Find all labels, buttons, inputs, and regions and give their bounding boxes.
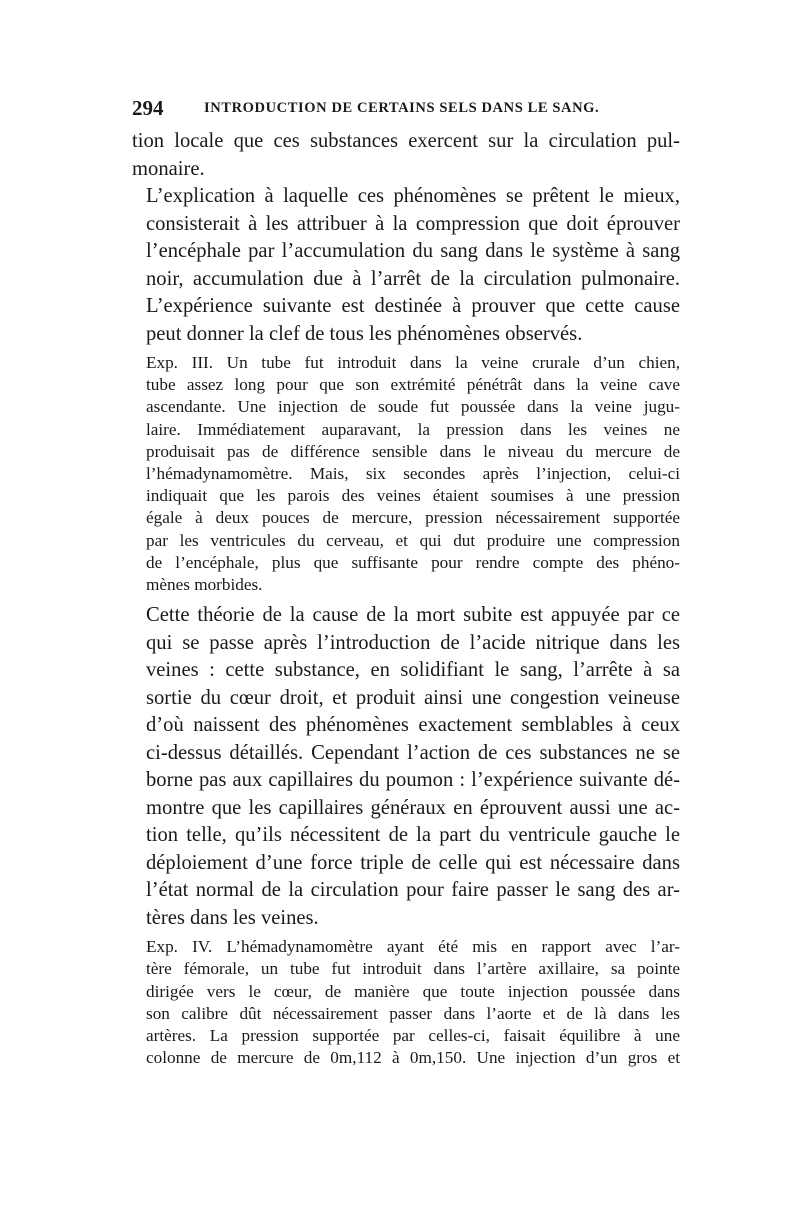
text-line: produisait pas de différence sensible dans le niveau du mercure de: [146, 441, 680, 461]
running-head: INTRODUCTION DE CERTAINS SELS DANS LE SANG.: [204, 100, 600, 116]
text-line: égale à deux pouces de mercure, pression nécessairement supportée: [146, 508, 680, 528]
page-number: 294: [132, 96, 164, 120]
text-line: par les ventricules du cerveau, et qui dut produire une compression: [146, 530, 680, 550]
text-line: L’expérience suivante est destinée à prouver que cette cause: [146, 295, 680, 317]
text-line: Exp. IV. L’hémadynamomètre ayant été mis en rapport avec l’ar-: [146, 937, 680, 957]
text-line: montre que les capillaires généraux en éprouvent aussi une ac-: [146, 796, 680, 819]
text-line: qui se passe après l’introduction de l’acide nitrique dans les: [146, 631, 680, 654]
text-line: peut donner la clef de tous les phénomènes observés.: [146, 322, 583, 345]
text-line: tères dans les veines.: [146, 906, 319, 929]
text-line: tion locale que ces substances exercent sur la circulation pul-: [132, 130, 680, 152]
text-line: artères. La pression supportée par celles-ci, faisait équilibre à une: [146, 1026, 680, 1046]
experiment-4: [132, 936, 680, 1069]
paragraph-explanation: [132, 183, 680, 348]
text-line: tube assez long pour que son extrémité pénétrât dans la veine cave: [146, 375, 680, 395]
paragraph-theory: [132, 602, 680, 932]
text-line: noir, accumulation due à l’arrêt de la circulation pulmonaire.: [146, 267, 680, 290]
text-line: l’hémadynamomètre. Mais, six secondes après l’injection, celui-ci: [146, 464, 680, 484]
text-line: l’encéphale par l’accumulation du sang dans le système à sang: [146, 240, 680, 262]
text-line: laire. Immédiatement auparavant, la pression dans les veines ne: [146, 419, 680, 439]
text-line: consisterait à les attribuer à la compression que doit éprouver: [146, 212, 680, 235]
text-line: déploiement d’une force triple de celle qui est nécessaire dans: [146, 851, 680, 874]
text-line: son calibre dût nécessairement passer dans l’aorte et de là dans les: [146, 1003, 680, 1023]
text-line: veines : cette substance, en solidifiant le sang, l’arrête à sa: [146, 659, 680, 682]
text-line: ascendante. Une injection de soude fut poussée dans la veine jugu-: [146, 397, 680, 417]
text-line: indiquait que les parois des veines étaient soumises à une pression: [146, 486, 680, 506]
text-line: sortie du cœur droit, et produit ainsi une congestion veineuse: [146, 686, 680, 709]
text-line: monaire.: [132, 157, 205, 180]
text-line: de l’encéphale, plus que suffisante pour rendre compte des phéno-: [146, 552, 680, 572]
text-line: dirigée vers le cœur, de manière que toute injection poussée dans: [146, 981, 680, 1001]
text-line: L’explication à laquelle ces phénomènes se prêtent le mieux,: [146, 185, 680, 207]
text-line: mènes morbides.: [146, 575, 263, 595]
text-line: d’où naissent des phénomènes exactement semblables à ceux: [146, 714, 680, 737]
experiment-3: [132, 352, 680, 596]
paragraph-continuation: [132, 128, 680, 183]
text-line: borne pas aux capillaires du poumon : l’expérience suivante dé-: [146, 769, 680, 792]
page-body: [132, 128, 680, 1069]
text-line: l’état normal de la circulation pour faire passer le sang des ar-: [146, 879, 680, 902]
text-line: tion telle, qu’ils nécessitent de la part du ventricule gauche le: [146, 824, 680, 847]
page-header: [132, 96, 680, 122]
text-line: Cette théorie de la cause de la mort subite est appuyée par ce: [146, 604, 680, 627]
text-line: Exp. III. Un tube fut introduit dans la veine crurale d’un chien,: [146, 353, 680, 372]
text-line: tère fémorale, un tube fut introduit dans l’artère axillaire, sa pointe: [146, 959, 680, 979]
text-line: ci-dessus détaillés. Cependant l’action de ces substances ne se: [146, 741, 680, 764]
text-line: colonne de mercure de 0m,112 à 0m,150. Une injection d’un gros et: [146, 1048, 680, 1068]
